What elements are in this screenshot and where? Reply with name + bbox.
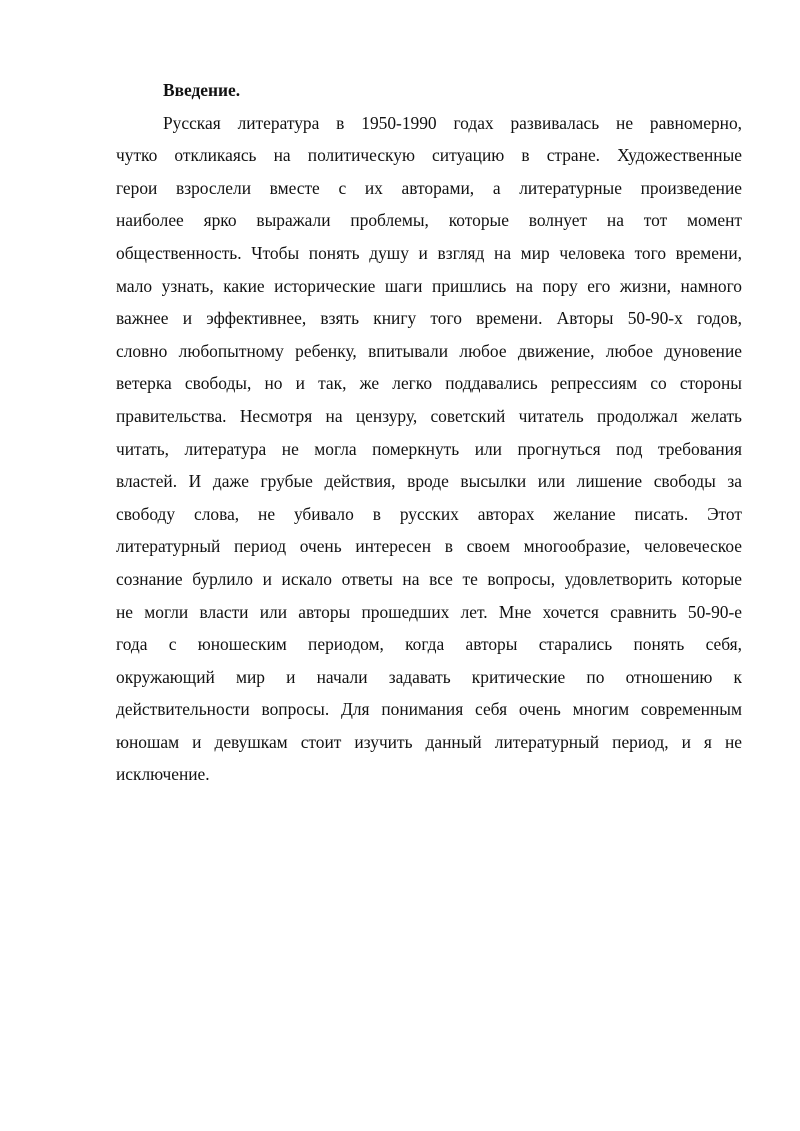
paragraph-line: чутко откликаясь на политическую ситуацию в стране. Художественные xyxy=(116,145,742,166)
document-body xyxy=(116,74,742,791)
paragraph-line: словно любопытному ребенку, впитывали любое движение, любое дуновение xyxy=(116,340,742,361)
paragraph-line: действительности вопросы. Для понимания себя очень многим современным xyxy=(116,699,742,720)
paragraph-line: года с юношеским периодом, когда авторы старались понять себя, xyxy=(116,634,742,655)
paragraph-line: окружающий мир и начали задавать критические по отношению к xyxy=(116,666,742,687)
paragraph-line: исключение. xyxy=(116,764,210,785)
paragraph-line: герои взрослели вместе с их авторами, а литературные произведение xyxy=(116,177,742,198)
paragraph-line: не могли власти или авторы прошедших лет. Мне хочется сравнить 50-90-е xyxy=(116,601,742,622)
paragraph-line: общественность. Чтобы понять душу и взгляд на мир человека того времени, xyxy=(116,242,742,263)
paragraph-line: свободу слова, не убивало в русских авторах желание писать. Этот xyxy=(116,503,742,524)
paragraph-line: наиболее ярко выражали проблемы, которые волнует на тот момент xyxy=(116,210,742,231)
paragraph-line: юношам и девушкам стоит изучить данный литературный период, и я не xyxy=(116,731,742,752)
paragraph-line: властей. И даже грубые действия, вроде высылки или лишение свободы за xyxy=(116,471,742,492)
paragraph-line: литературный период очень интересен в своем многообразие, человеческое xyxy=(116,536,742,557)
paragraph-line: читать, литература не могла померкнуть или прогнуться под требования xyxy=(116,438,742,459)
paragraph-line: правительства. Несмотря на цензуру, советский читатель продолжал желать xyxy=(116,405,742,426)
paragraph-line: сознание бурлило и искало ответы на все те вопросы, удовлетворить которые xyxy=(116,568,742,589)
introduction-paragraph xyxy=(116,107,742,791)
paragraph-line: ветерка свободы, но и так, же легко поддавались репрессиям со стороны xyxy=(116,373,742,394)
paragraph-line: Русская литература в 1950-1990 годах развивалась не равномерно, xyxy=(163,112,742,133)
section-heading: Введение. xyxy=(163,80,241,100)
paragraph-line: важнее и эффективнее, взять книгу того времени. Авторы 50-90-х годов, xyxy=(116,308,742,329)
paragraph-line: мало узнать, какие исторические шаги пришлись на пору его жизни, намного xyxy=(116,275,742,296)
